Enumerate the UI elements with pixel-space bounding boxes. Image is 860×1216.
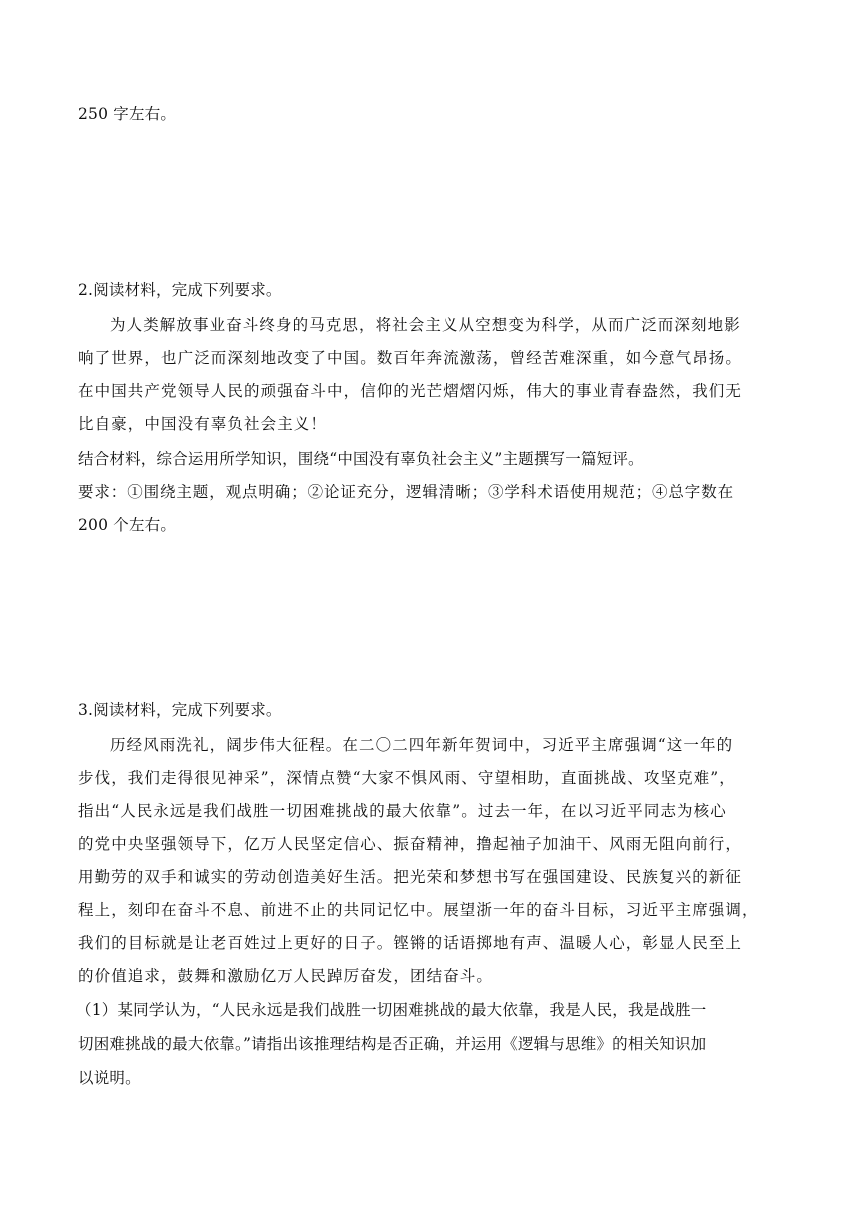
- question-3-heading: 3.阅读材料，完成下列要求。: [78, 701, 282, 719]
- question-3-material-line: 的党中央坚强领导下，亿万人民坚定信心、振奋精神，撸起袖子加油干、风雨无阻向前行，: [78, 835, 743, 853]
- question-3-material-line: 用勤劳的双手和诚实的劳动创造美好生活。把光荣和梦想书写在强国建设、民族复兴的新征: [78, 868, 743, 886]
- question-3-material-line: 历经风雨洗礼，阔步伟大征程。在二〇二四年新年贺词中，习近平主席强调“这一年的: [110, 736, 734, 754]
- question-3-material-line: 我们的目标就是让老百姓过上更好的日子。铿锵的话语掷地有声、温暖人心，彰显人民至上: [78, 934, 743, 952]
- question-2-material-line: 为人类解放事业奋斗终身的马克思，将社会主义从空想变为科学，从而广泛而深刻地影: [110, 316, 741, 334]
- question-3-sub1-line: （1）某同学认为，“人民永远是我们战胜一切困难挑战的最大依靠，我是人民，我是战胜一: [76, 1001, 707, 1019]
- question-2-heading: 2.阅读材料，完成下列要求。: [78, 281, 282, 299]
- question-3-material-line: 程上，刻印在奋斗不息、前进不止的共同记忆中。展望浙一年的奋斗目标，习近平主席强调，: [78, 901, 759, 919]
- question-2-task: 结合材料，综合运用所学知识，围绕“中国没有辜负社会主义”主题撰写一篇短评。: [78, 450, 644, 468]
- question-2-requirements-line: 200 个左右。: [78, 516, 177, 534]
- question-3-material-line: 指出“人民永远是我们战胜一切困难挑战的最大依靠”。过去一年，在以习近平同志为核心: [78, 802, 727, 820]
- question-3-sub1-line: 以说明。: [78, 1069, 141, 1087]
- question-3-sub1-line: 切困难挑战的最大依靠。”请指出该推理结构是否正确，并运用《逻辑与思维》的相关知识加: [78, 1035, 707, 1053]
- question-3-material-line: 步伐，我们走得很见神采”，深情点赞“大家不惧风雨、守望相助，直面挑战、攻坚克难”，: [78, 769, 736, 787]
- question-3-material-line: 的价值追求，鼓舞和激励亿万人民踔厉奋发，团结奋斗。: [78, 967, 494, 985]
- question-2-material-line: 比自豪，中国没有辜负社会主义！: [78, 415, 328, 433]
- question-2-requirements-line: 要求：①围绕主题，观点明确；②论证充分，逻辑清晰；③学科术语使用规范；④总字数在: [78, 483, 735, 501]
- question-2-material-line: 响了世界，也广泛而深刻地改变了中国。数百年奔流激荡，曾经苦难深重，如今意气昂扬。: [78, 349, 743, 367]
- intro-tail-text: 250 字左右。: [78, 105, 177, 123]
- question-2-material-line: 在中国共产党领导人民的顽强奋斗中，信仰的光芒熠熠闪烁，伟大的事业青春盎然，我们无: [78, 382, 743, 400]
